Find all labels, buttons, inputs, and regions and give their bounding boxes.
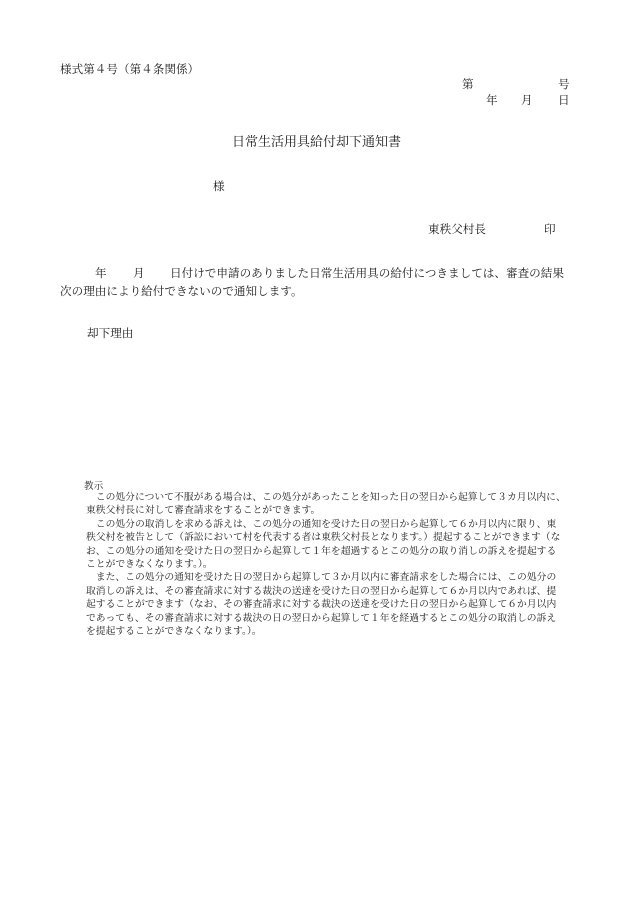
instruction-line: であっても、その審査請求に対する裁決の日の翌日から起算して１年を経過するとこの処分の取消しの訴え [86, 612, 557, 624]
instruction-line: 取消しの訴えは、その審査請求に対する裁決の送達を受けた日の翌日から起算して６か月以内であれば、提 [86, 585, 557, 597]
rejection-reason-heading: 却下理由 [87, 326, 134, 340]
date-month-label: 月 [521, 93, 533, 107]
document-title: 日常生活用具給付却下通知書 [232, 135, 402, 150]
instruction-line: この処分の取消しを求める訴えは、この処分の通知を受けた日の翌日から起算して６か月以内に限り、東 [95, 518, 557, 530]
form-label: 様式第４号（第４条関係） [60, 62, 200, 76]
number-prefix: 第 [462, 77, 474, 91]
body-line-2: 次の理由により給付できないので通知します。 [60, 284, 303, 298]
instruction-line: この処分について不服がある場合は、この処分があったことを知った日の翌日から起算して３カ月以内に、 [95, 492, 566, 503]
instruction-line: ことができなくなります。）。 [86, 559, 213, 571]
instruction-line: また、この処分の通知を受けた日の翌日から起算して３か月以内に審査請求をした場合には、この処分の [95, 572, 557, 584]
body-month-label: 月 [133, 266, 145, 280]
instruction-line: 起することができます（なお、その審査請求に対する裁決の送達を受けた日の翌日から起算して６か月以内 [86, 599, 557, 611]
instruction-line: 東秩父村長に対して審査請求をすることができます。 [86, 505, 321, 517]
instruction-line: を提起することができなくなります。）。 [86, 626, 262, 638]
number-suffix: 号 [558, 77, 570, 91]
addressee-honorific: 様 [213, 179, 225, 193]
instruction-heading: 教示 [84, 481, 104, 492]
date-year-label: 年 [486, 93, 498, 107]
seal-mark: 印 [544, 222, 556, 236]
issuer-name: 東秩父村長 [428, 222, 486, 236]
date-day-label: 日 [558, 93, 570, 107]
instruction-text [86, 491, 568, 638]
body-line-1: 日付けで申請のありました日常生活用具の給付につきましては、審査の結果 [170, 266, 564, 280]
instruction-line: お、この処分の通知を受けた日の翌日から起算して１年を超過するとこの処分の取り消しの訴えを提起する [86, 545, 557, 557]
body-year-label: 年 [95, 266, 107, 280]
instruction-line: 秩父村を被告として（訴訟において村を代表する者は東秩父村長となります。）提起することができます（な [86, 532, 561, 544]
